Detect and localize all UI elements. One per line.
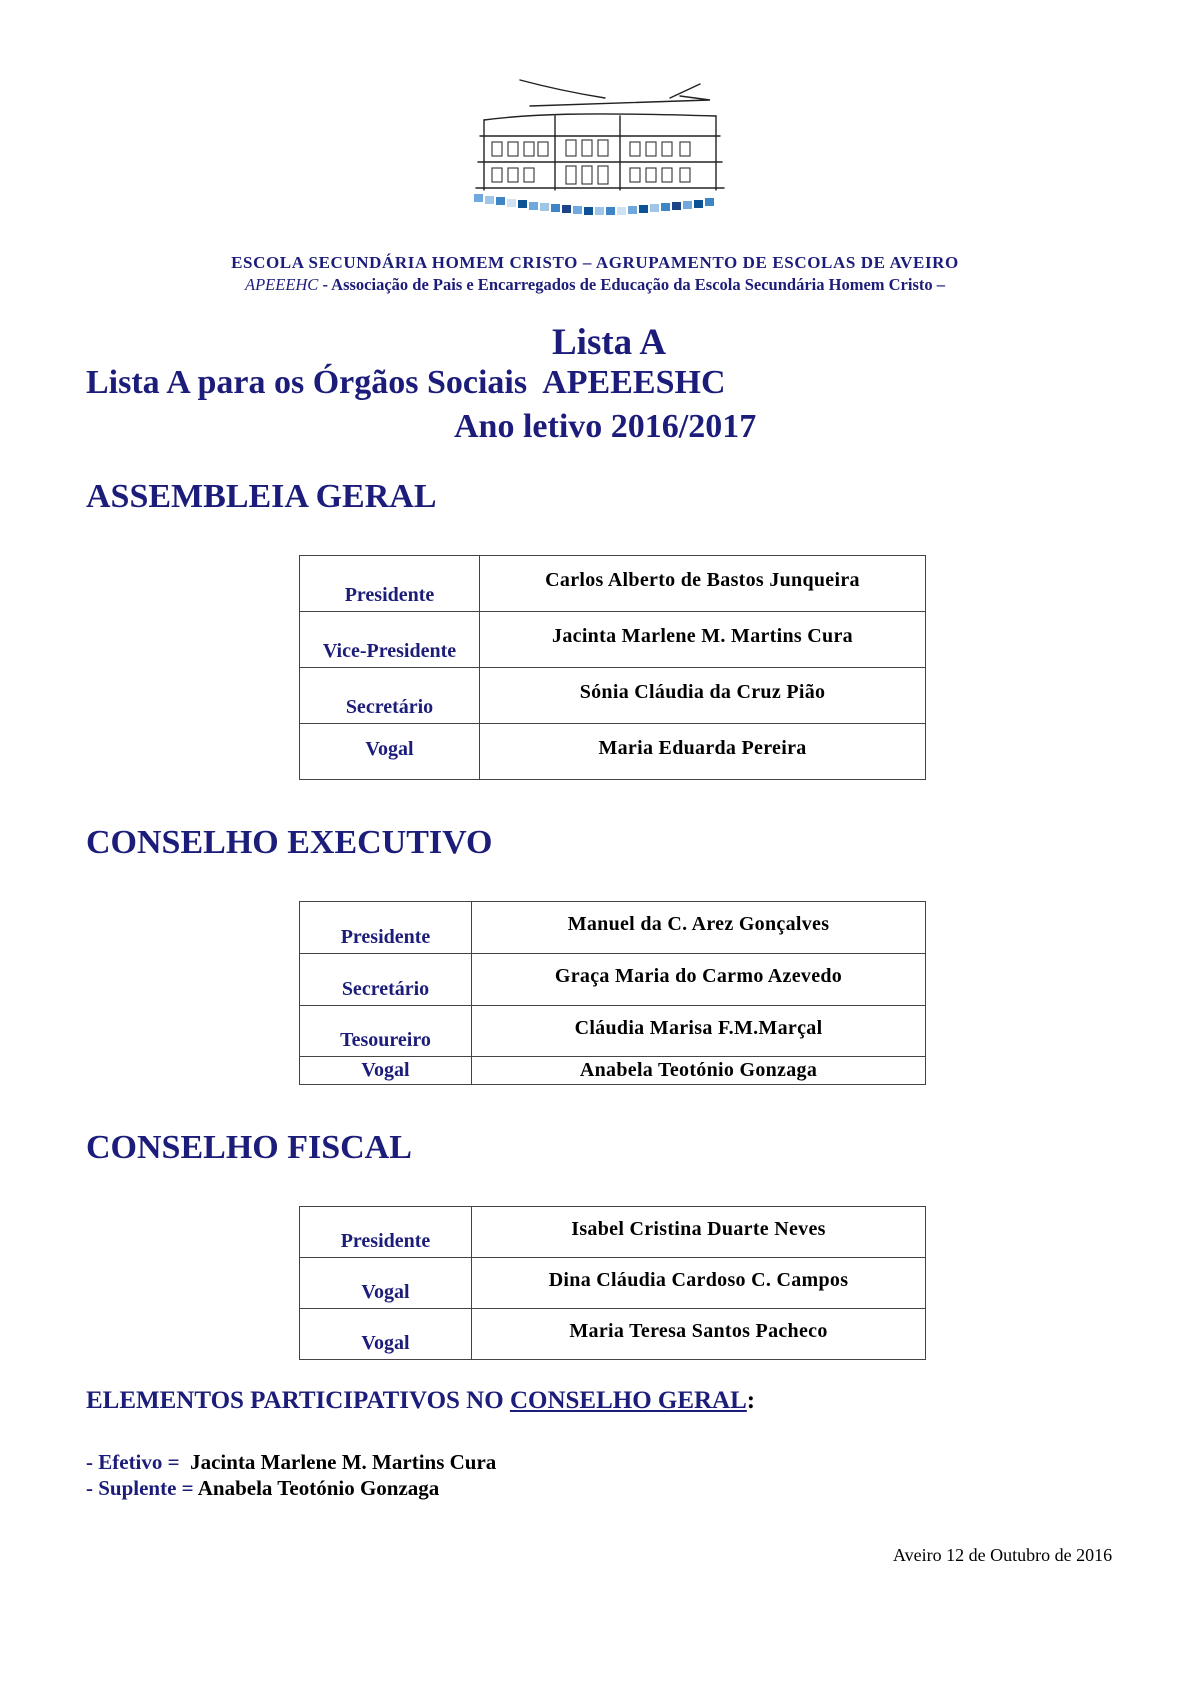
role-cell: Vogal [300,1258,472,1309]
school-logo [470,76,732,228]
table-row [300,668,926,724]
section-heading-assembleia: ASSEMBLEIA GERAL [86,478,437,515]
role-cell: Secretário [300,954,472,1006]
name-cell: Manuel da C. Arez Gonçalves [472,902,926,954]
table-row [300,902,926,954]
table-row [300,1207,926,1258]
table-row [300,1258,926,1309]
role-cell: Presidente [300,556,480,612]
conselho-geral-heading [86,1387,755,1415]
list-title: Lista A [552,322,667,363]
name-cell: Jacinta Marlene M. Martins Cura [480,612,926,668]
name-cell: Graça Maria do Carmo Azevedo [472,954,926,1006]
table-row [300,1309,926,1360]
role-cell: Presidente [300,1207,472,1258]
table-row [300,1006,926,1057]
table-row [300,954,926,1006]
table-row [300,1057,926,1085]
name-cell: Dina Cláudia Cardoso C. Campos [472,1258,926,1309]
association-name [0,275,1190,295]
name-cell: Sónia Cláudia da Cruz Pião [480,668,926,724]
heading-prefix: ELEMENTOS PARTICIPATIVOS NO [86,1387,510,1414]
role-cell: Vogal [300,1309,472,1360]
heading-suffix: : [746,1387,756,1414]
fiscal-table [299,1206,926,1360]
role-cell: Vogal [300,1057,472,1085]
role-cell: Vogal [300,724,480,780]
table-row [300,556,926,612]
assembleia-table [299,555,926,780]
document-date: Aveiro 12 de Outubro de 2016 [893,1545,1113,1565]
table-row [300,612,926,668]
name-cell: Isabel Cristina Duarte Neves [472,1207,926,1258]
efetivo-line [86,1450,496,1475]
suplente-label: - Suplente = [86,1476,194,1500]
section-heading-executivo: CONSELHO EXECUTIVO [86,824,493,861]
name-cell: Carlos Alberto de Bastos Junqueira [480,556,926,612]
executivo-table [299,901,926,1085]
name-cell: Maria Eduarda Pereira [480,724,926,780]
role-cell: Secretário [300,668,480,724]
name-cell: Maria Teresa Santos Pacheco [472,1309,926,1360]
suplente-line [86,1476,439,1501]
section-heading-fiscal: CONSELHO FISCAL [86,1129,412,1166]
school-name: ESCOLA SECUNDÁRIA HOMEM CRISTO – AGRUPAMENTO DE ESCOLAS DE AVEIRO [231,253,959,272]
suplente-name: Anabela Teotónio Gonzaga [193,1476,440,1500]
heading-underlined: CONSELHO GERAL [509,1387,747,1414]
name-cell: Anabela Teotónio Gonzaga [472,1057,926,1085]
role-cell: Presidente [300,902,472,954]
efetivo-name: Jacinta Marlene M. Martins Cura [179,1450,497,1474]
name-cell: Cláudia Marisa F.M.Marçal [472,1006,926,1057]
list-subtitle: Lista A para os Órgãos Sociais APEEESHC [86,364,726,401]
role-cell: Vice-Presidente [300,612,480,668]
role-cell: Tesoureiro [300,1006,472,1057]
school-year: Ano letivo 2016/2017 [454,408,757,445]
association-text: - Associação de Pais e Encarregados de Educação da Escola Secundária Homem Cristo – [318,275,945,294]
efetivo-label: - Efetivo = [86,1450,180,1474]
association-abbr: APEEEHC [245,275,319,294]
table-row [300,724,926,780]
